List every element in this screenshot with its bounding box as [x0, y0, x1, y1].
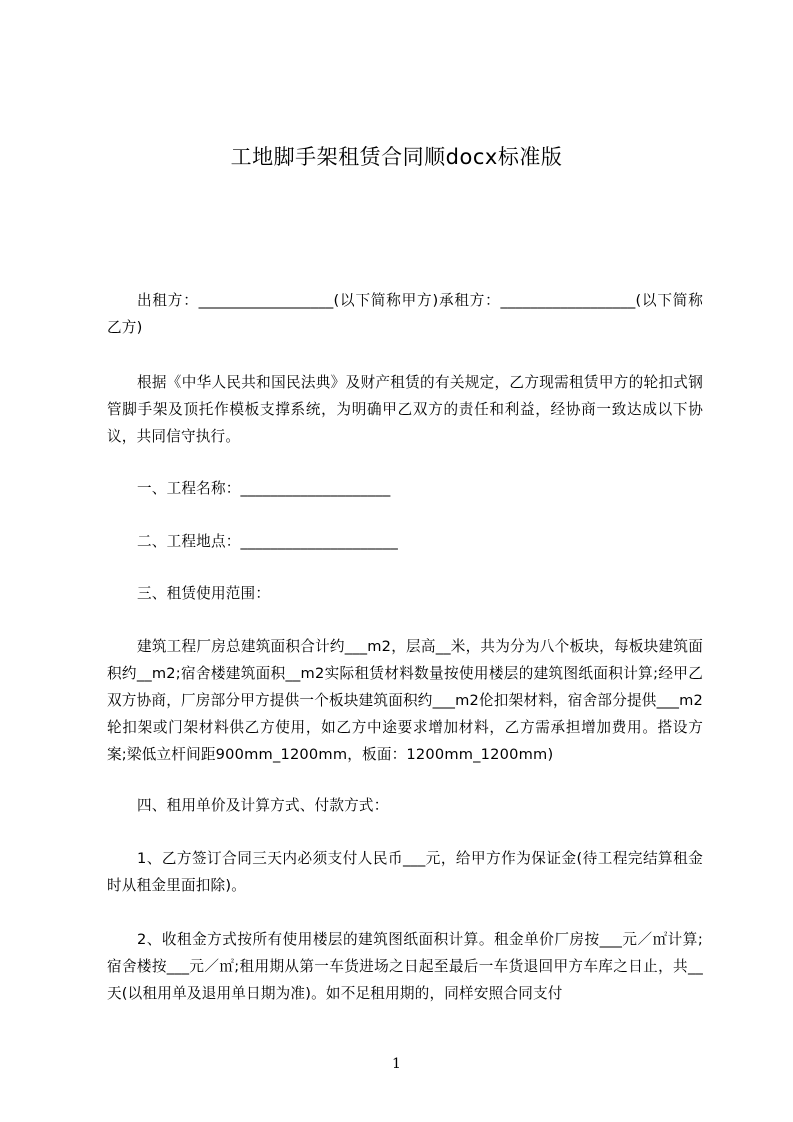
- document-title: 工地脚手架租赁合同顺docx标准版: [230, 145, 563, 169]
- paragraph-scope-details: 建筑工程厂房总建筑面积合计约___m2，层高__米，共为分为八个板块，每板块建筑面积约__m2;宿舍楼建筑面积__m2实际租赁材料数量按使用楼层的建筑图纸面积计算;经甲乙双方协商，厂房部分甲方提供一个板块建筑面积约___m2伦扣架材料，宿舍部分提供___m2轮扣架或门架材料供乙方使用，如乙方中途要求增加材料，乙方需承担增加费用。搭设方案;梁低立杆间距900mm_1200mm，板面：1200mm_1200mm): [107, 638, 703, 763]
- paragraph-parties: 出租方：__________________(以下简称甲方)承租方：__________________(以下简称乙方): [107, 292, 703, 336]
- paragraph-project-location: 二、工程地点：_____________________: [137, 533, 398, 550]
- paragraph-preamble: 根据《中华人民共和国民法典》及财产租赁的有关规定，乙方现需租赁甲方的轮扣式钢管脚手架及顶托作模板支撑系统，为明确甲乙双方的责任和利益，经协商一致达成以下协议，共同信守执行。: [107, 374, 703, 445]
- paragraph-deposit: 1、乙方签订合同三天内必须支付人民币___元，给甲方作为保证金(待工程完结算租金时从租金里面扣除)。: [107, 850, 703, 894]
- paragraph-project-name: 一、工程名称：____________________: [137, 480, 391, 497]
- page-number: 1: [392, 1056, 401, 1072]
- paragraph-scope-heading: 三、租赁使用范围：: [137, 585, 271, 602]
- paragraph-rent-calculation: 2、收租金方式按所有使用楼层的建筑图纸面积计算。租金单价厂房按___元／㎡计算;宿舍楼按___元／㎡;租用期从第一车货进场之日起至最后一车货退回甲方车库之日止，共__天(以租用单及退用单日期为准)。如不足租用期的，同样安照合同支付: [107, 931, 703, 1002]
- paragraph-payment-heading: 四、租用单价及计算方式、付款方式：: [137, 797, 389, 814]
